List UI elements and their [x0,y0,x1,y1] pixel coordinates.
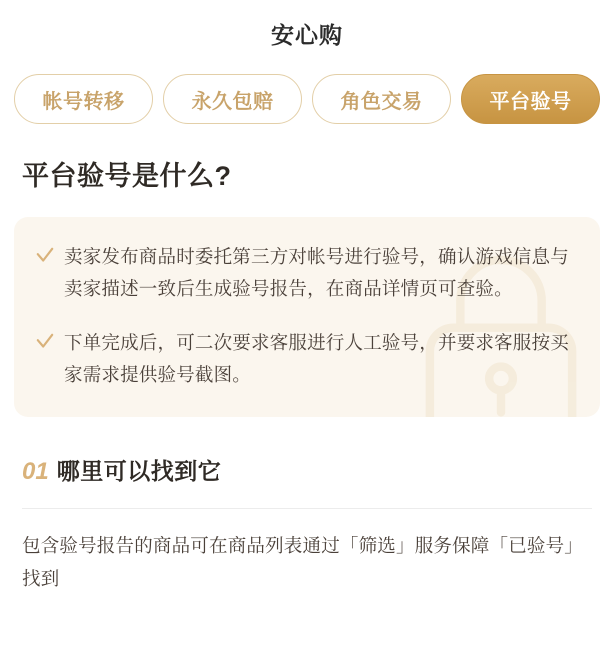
tab-label: 平台验号 [489,90,572,113]
info-bullet-item [36,327,578,391]
info-bullet-text: 下单完成后，可二次要求客服进行人工验号，并要求客服按买家需求提供验号截图。 [64,332,569,385]
tab-permanent-compensation[interactable] [163,74,302,124]
tab-label: 帐号转移 [42,90,125,113]
section-heading: 平台验号是什么? [22,161,232,191]
tab-label: 永久包赔 [191,90,274,113]
page-title: 安心购 [271,22,343,48]
check-icon [36,247,54,265]
tab-role-trade[interactable] [312,74,451,124]
tab-bar [0,52,614,124]
section-paragraph: 包含验号报告的商品可在商品列表通过「筛选」服务保障「已验号」找到 [22,535,584,589]
tab-label: 角色交易 [340,90,423,113]
section-title: 哪里可以找到它 [56,458,222,484]
numbered-section-header [0,417,614,486]
tab-platform-verification[interactable] [461,74,600,124]
info-bullet-item [36,241,578,305]
info-card [14,217,600,417]
info-bullet-text: 卖家发布商品时委托第三方对帐号进行验号，确认游戏信息与卖家描述一致后生成验号报告，在商品详情页可查验。 [64,246,569,299]
section-number: 01 [22,458,49,485]
tab-account-transfer[interactable] [14,74,153,124]
check-icon [36,333,54,351]
